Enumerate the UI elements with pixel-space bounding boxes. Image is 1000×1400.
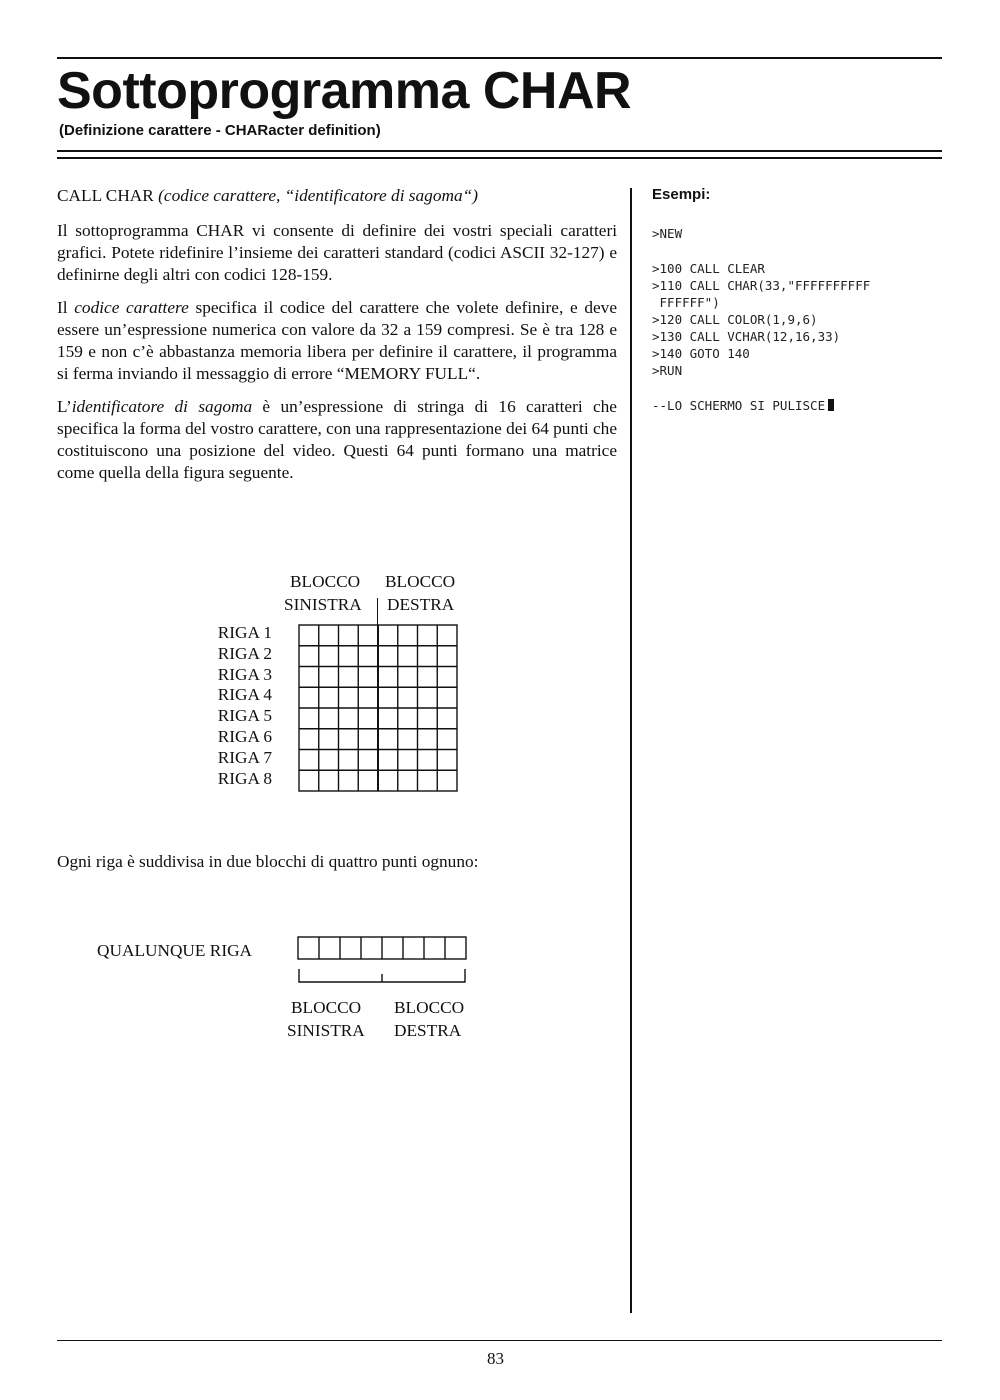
fig1-right-block-bottom: DESTRA [387,595,455,614]
code-line-new: >NEW [652,226,683,241]
top-rule [57,57,942,59]
code-line: >100 CALL CLEAR [652,261,765,276]
code-line: FFFFFF") [652,295,720,310]
fig1-left-block-top: BLOCCO [290,572,361,591]
syntax-args: (codice carattere, “identificatore di sagoma“) [158,186,478,205]
code-result-line [652,397,942,414]
row-label: RIGA 7 [217,747,272,767]
row-label: RIGA 4 [217,685,272,705]
page-subtitle: (Definizione carattere - CHARacter definition) [59,122,381,139]
fig2-right-block-top: BLOCCO [394,998,465,1017]
code-line: >120 CALL COLOR(1,9,6) [652,312,818,327]
p3-rest: è un’espressione di stringa di 16 caratteri che specifica la forma del vostro carattere, con una rappresentazione dei 64 punti che costituiscono una posizione del video. Questi 64 punti formano una matrice come quella della figura seguente. [57,397,617,482]
single-row-grid [297,936,469,991]
syntax-prefix: CALL CHAR [57,186,159,205]
p2-lead: Il [57,298,75,317]
p3-term: identificatore di sagoma [71,397,253,416]
header-double-rule [57,150,942,159]
column-divider [630,188,632,1313]
block-separator-tick [377,598,378,626]
page-title: Sottoprogramma CHAR [57,62,632,120]
row-label: RIGA 6 [217,726,272,746]
row-label: RIGA 3 [217,664,272,684]
fig1-right-block-top: BLOCCO [385,572,456,591]
p2-term: codice carattere [74,298,189,317]
paragraph-char-code [57,297,617,385]
row-labels [202,623,272,789]
page-number: 83 [487,1349,504,1368]
code-line: >130 CALL VCHAR(12,16,33) [652,329,841,344]
code-result-text: --LO SCHERMO SI PULISCE [652,398,826,413]
any-row-label: QUALUNQUE RIGA [97,941,253,960]
fig2-right-block-bottom: DESTRA [394,1021,462,1040]
fig2-left-block-bottom: SINISTRA [287,1021,365,1040]
row-label: RIGA 5 [217,706,272,726]
fig1-left-block-bottom: SINISTRA [284,595,362,614]
code-line: >110 CALL CHAR(33,"FFFFFFFFFF [652,278,871,293]
code-line: >140 GOTO 140 [652,346,750,361]
footer-rule [57,1340,942,1341]
examples-column [652,186,942,414]
row-label: RIGA 1 [217,623,272,642]
row-label: RIGA 2 [217,643,272,663]
row-caption: Ogni riga è suddivisa in due blocchi di quattro punti ognuno: [57,852,479,871]
fig2-left-block-top: BLOCCO [291,998,362,1017]
examples-heading: Esempi: [652,186,711,203]
paragraph-pattern-id [57,396,617,484]
main-text-column [57,185,617,495]
row-label: RIGA 8 [217,768,272,788]
p3-lead: L’ [57,397,72,416]
paragraph-intro: Il sottoprogramma CHAR vi consente di definire dei vostri speciali caratteri grafici. Potete ridefinire l’insieme dei caratteri standard (codici ASCII 32-127) e definirne degli altri con codici 128-159. [57,221,617,284]
code-line: >RUN [652,363,683,378]
cursor-block-icon [828,399,834,411]
p2-rest: specifica il codice del carattere che volete definire, e deve essere un’espressione numerica con valore da 32 a 159 compresi. Se è tra 128 e 159 e non c’è abbastanza memoria libera per definire il carattere, il programma si ferma inviando il messaggio di errore “MEMORY FULL“. [57,298,617,383]
dot-matrix-grid [298,624,460,794]
syntax-line [57,185,617,207]
